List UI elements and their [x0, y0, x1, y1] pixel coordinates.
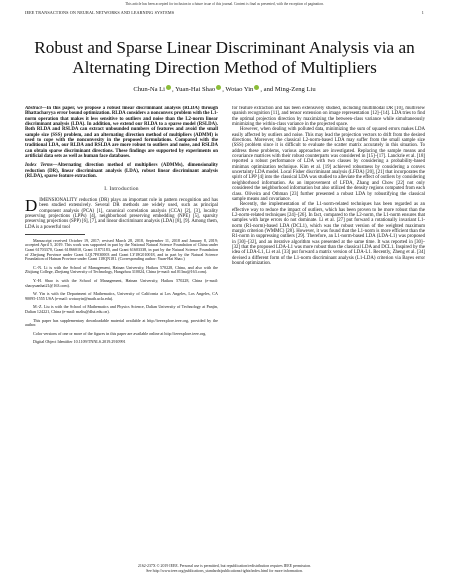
running-header [25, 10, 424, 15]
footnote-author-li: C.-N. Li is with the School of Management, Hainan University, Haikou 570228, China, and also with the Zhijiang College, Zhejiang University of Technology, Hangzhou 310024, China (e-mail: na1013na@163.com). [25, 264, 218, 275]
footnote-divider [25, 234, 85, 235]
copyright-footer [0, 564, 449, 574]
intro-text: reduction (DR) plays an important role in pattern recognition and has been studied extensively. Several DR methods are widely used, such as principal component analysis (PCA) [1], canonical correlation analysis (CCA) [2], [3], locality preserving projections (LPPs) [4], neighborhood preserving embedding (NPE) [5], sparsity preserving projections (SPP) [6], [7], and linear discriminant analysis (LDA) [8], [9]. Among them, LDA is a powerful tool [25, 197, 218, 230]
author-name: Chun-Na Li [133, 86, 166, 93]
paper-title: Robust and Sparse Linear Discriminant Analysis via an Alternating Direction Method of Multipliers [34, 38, 415, 77]
footnote-author-shao: Y.-H. Shao is with the School of Management, Hainan University, Haikou 570228, China (e-mail: shaoyuanhai21@163.com). [25, 278, 218, 288]
footnote-supplementary: This paper has supplementary downloadable material available at http://ieeexplore.ieee.org, provided by the author. [25, 317, 218, 328]
abstract [25, 106, 218, 159]
footnote-received: Manuscript received October 19, 2017; revised March 28, 2018, September 11, 2018 and January 8, 2019; accepted April 5, 2019. This work was supported in part by the National Natural Science Foundation of China under Grant 61703370, Grant 61866010, Grant 11871183, and Grant 61603338, in part by the Natural Science Foundation of Zhejiang Province under Grant LQ17F030003 and Grant LY18G010018, and in part by the Natural Science Foundation of Hainan Province under Grant 118QN181. (Corresponding author: Yuan-Hai Shao.) [25, 237, 218, 262]
author-list: Chun-Na Li , Yuan-Hai Shao , Wotao Yin , and Ming-Zeng Liu [133, 86, 316, 93]
acceptance-notice: This article has been accepted for inclusion in a future issue of this journal. Content is final as presented, with the exception of pagination. [125, 2, 324, 6]
rights-link[interactable]: See http://www.ieee.org/publications_standards/publications/rights/index.html for more information. [146, 568, 303, 573]
left-column [25, 106, 218, 567]
body-paragraph: for feature extraction and has been extensively studied, including multimodal DR [10], multiview spanish recognition [11], and tensor extension on image representation [12]–[14]. LDA tries to find the optimal projection direction by maximizing the between-class variance while simultaneously minimizing the within-class variance in the projected space. [232, 106, 425, 128]
journal-name: IEEE TRANSACTIONS ON NEURAL NETWORKS AND LEARNING SYSTEMS [25, 10, 175, 15]
footnote-author-liu: M.-Z. Liu is with the School of Mathematics and Physics Science, Dalian University of Technology at Panjin, Dalian 124221, China (e-mail: mzliu@dlut.edu.cn). [25, 304, 218, 314]
right-column [232, 106, 425, 546]
author-name: and Ming-Zeng Liu [263, 86, 316, 93]
index-terms [25, 163, 218, 179]
footnote-doi: Digital Object Identifier 10.1109/TNNLS.2019.2910991 [33, 339, 126, 345]
abstract-label: Abstract— [25, 106, 47, 111]
abstract-text: In this paper, we propose a robust linear discriminant analysis (RLDA) through Bhattacharyya error bound optimization. RLDA considers a nonconvex problem with the L1-norm operation that makes it less sensitive to outliers and noise than the L2-norm linear discriminant analysis (LDA). In addition, we extend our RLDA to a sparse model (RSLDA). Both RLDA and RSLDA can extract unbounded numbers of features and avoid the small sample size (SSS) problem, and an alternating direction method of multipliers (ADMM) is used to cope with the nonconvexity in the proposed formulations. Compared with the traditional LDA, our RLDA and RSLDA are more robust to outliers and noise, and RSLDA can obtain sparse discriminant directions. These findings are supported by experiments on artificial data sets as well as human face databases. [25, 106, 218, 160]
body-paragraph: Recently, the implementation of the L1-norm-related techniques has been regarded as an effective way to reduce the impact of outliers, which has been proven to be more robust than the L2-norm-related techniques [24]–[26]. In fact, compared to the L2-norm, the L1-norm ensures that samples with large errors do not dominate. Li et al. [27] put forward a rotationally invariant L1-norm (R1-norm)-based LDA (DCL1), which was the robust version of the weighted maximum margin criterion (WMMC) [28]. However, it was found that the L1-norm is more efficient than the R1-norm in suppressing outliers [29]. Therefore, an L1-norm-based LDA (LDA-L1) was proposed in [30]–[32], and an iterative algorithm was presented at the same time. It was reported in [30]–[32] that the proposed LDA-L1 was more robust than the classical LDA and DCL1. Inspired by the idea of LDA-L1, Li et al. [33] put forward a matrix version of LDA-L1. Recently, Zheng et al. [34] devised a different form of the L1-norm discriminant analysis (L1-LDA) criterion via Bayes error bound optimization. [232, 202, 425, 266]
intro-paragraph [25, 195, 218, 230]
orcid-icon[interactable] [216, 85, 221, 90]
orcid-icon[interactable] [254, 85, 259, 90]
footnote-color: Color versions of one or more of the figures in this paper are available online at http://ieeexplore.ieee.org. [33, 330, 207, 336]
body-paragraph: However, when dealing with polluted data, minimizing the sum of squared errors makes LDA easily affected by outliers and noise. This may lead the projection vectors to drift from the desired directions. Moreover, the classical L2-norm-based LDA may suffer from the small sample size (SSS) problem since it is difficult to evaluate the scatter matrix accurately in this situation. To address these problems, various approaches are investigated. Replacing the sample means and covariance matrices with their robust counterparts was considered in [15]–[17]. Lanckrie et al. [18] reported a robust performance of LDA with two classes by considering a probability-based minimax optimization technique. Kim et al. [19] achieved robustness by considering a convex uncertainty LDA model. Local Fisher discriminant analysis (LFDA) [20], [21] that incorporates the spirit of LPP [4] into the classical LDA was studied to alleviate the effect of outliers by considering neighborhood information. As an improvement of LFDA, Zhang and Chow [22] not only considered the neighborhood information but also utilized the density regions computed from each class. Oliveira and Othman [23] further presented a robust LDA by robustifying the classical sample means and covariance. [232, 127, 425, 202]
orcid-icon[interactable] [166, 85, 171, 90]
index-terms-label: Index Terms— [25, 163, 58, 169]
section-heading: I. Introduction [104, 186, 139, 193]
page-number: 1 [421, 10, 424, 15]
intro-smallcaps: IMENSIONALITY [39, 197, 78, 203]
author-name: Yuan-Hai Shao [175, 86, 216, 93]
copyright-line: 2162-237X © 2019 IEEE. Personal use is permitted, but republication/redistribution requires IEEE permission. [137, 564, 312, 568]
index-terms-text: Alternating direction method of multipliers (ADMMs), dimensionality reduction (DR), linear discriminant analysis (LDA), robust linear discriminant analysis (RLDA), sparse feature extraction. [25, 163, 218, 180]
drop-cap: D [25, 195, 38, 215]
footnote-author-yin: W. Yin is with the Department of Mathematics, University of California at Los Angeles, Los Angeles, CA 90095-1555 USA (e-mail: wotaoyin@math.ucla.edu). [25, 291, 218, 301]
author-name: Wotao Yin [225, 86, 254, 93]
